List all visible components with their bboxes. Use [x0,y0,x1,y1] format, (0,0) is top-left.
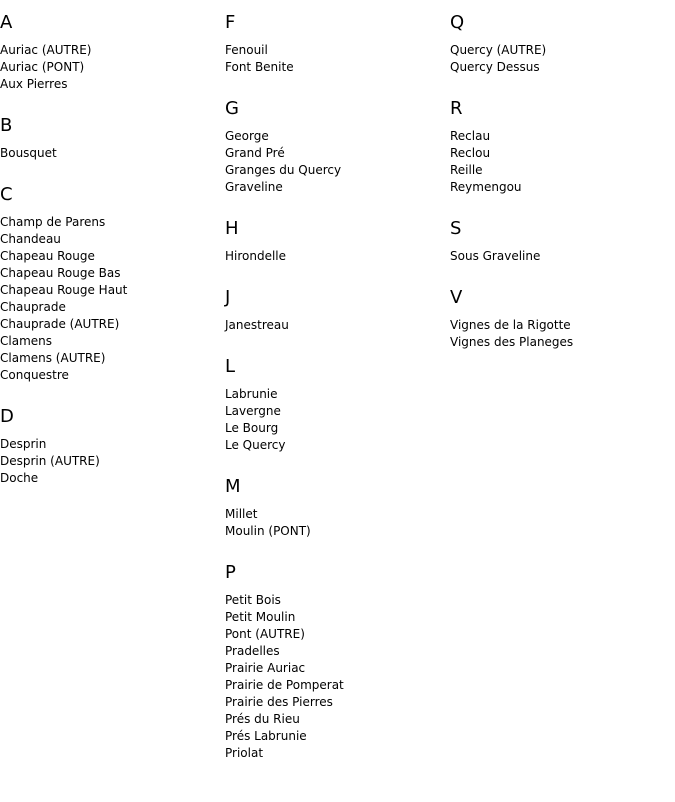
letter-group [0,184,225,384]
place-link[interactable]: Le Bourg [225,421,279,435]
index-column [225,12,450,784]
place-link[interactable]: Labrunie [225,387,278,401]
place-link[interactable]: Sous Graveline [450,249,541,263]
place-link[interactable]: Vignes de la Rigotte [450,318,571,332]
place-link[interactable]: Pradelles [225,644,280,658]
place-link[interactable]: Millet [225,507,258,521]
place-link[interactable]: Janestreau [225,318,289,332]
letter-heading: F [225,12,236,33]
letter-heading: B [0,115,13,136]
place-link[interactable]: Reclou [450,146,491,160]
letter-heading: G [225,98,239,119]
place-link[interactable]: Petit Bois [225,593,281,607]
place-link[interactable]: Lavergne [225,404,281,418]
place-link[interactable]: Chauprade (AUTRE) [0,317,120,331]
place-link[interactable]: Fenouil [225,43,268,57]
place-link[interactable]: Reille [450,163,483,177]
letter-heading: P [225,562,236,583]
place-link[interactable]: Prés du Rieu [225,712,300,726]
place-link[interactable]: Reymengou [450,180,522,194]
place-link[interactable]: Prés Labrunie [225,729,307,743]
place-link[interactable]: Chauprade [0,300,66,314]
place-link[interactable]: Conquestre [0,368,69,382]
place-link[interactable]: Chapeau Rouge Haut [0,283,128,297]
letter-group [225,356,450,454]
letter-group [225,476,450,540]
letter-heading: R [450,98,463,119]
letter-group [0,12,225,93]
letter-heading: S [450,218,462,239]
letter-group [225,287,450,334]
place-link[interactable]: Reclau [450,129,491,143]
letter-group [450,98,675,196]
place-link[interactable]: Graveline [225,180,283,194]
place-link[interactable]: Prairie des Pierres [225,695,333,709]
place-link[interactable]: Vignes des Planeges [450,335,574,349]
letter-heading: Q [450,12,465,33]
letter-heading: A [0,12,13,33]
place-link[interactable]: Pont (AUTRE) [225,627,305,641]
place-link[interactable]: Petit Moulin [225,610,296,624]
place-link[interactable]: Priolat [225,746,264,760]
place-link[interactable]: Aux Pierres [0,77,68,91]
place-link[interactable]: Champ de Parens [0,215,106,229]
letter-group [225,218,450,265]
place-link[interactable]: Bousquet [0,146,57,160]
place-link[interactable]: Auriac (AUTRE) [0,43,92,57]
place-link[interactable]: Desprin [0,437,47,451]
place-link[interactable]: Chapeau Rouge Bas [0,266,121,280]
letter-group [225,12,450,76]
place-link[interactable]: Le Quercy [225,438,286,452]
place-link[interactable]: Quercy Dessus [450,60,540,74]
place-link[interactable]: Moulin (PONT) [225,524,311,538]
place-link[interactable]: Clamens (AUTRE) [0,351,106,365]
index-column [0,12,225,509]
place-link[interactable]: Chapeau Rouge [0,249,95,263]
place-link[interactable]: Prairie de Pomperat [225,678,344,692]
letter-group [225,98,450,196]
letter-group [0,115,225,162]
place-link[interactable]: Grand Pré [225,146,285,160]
place-link[interactable]: Prairie Auriac [225,661,306,675]
index-column [450,12,675,373]
place-link[interactable]: Granges du Quercy [225,163,342,177]
letter-heading: V [450,287,463,308]
letter-heading: J [225,287,231,308]
place-link[interactable]: Auriac (PONT) [0,60,85,74]
place-link[interactable]: Chandeau [0,232,61,246]
place-link[interactable]: Clamens [0,334,52,348]
letter-heading: L [225,356,236,377]
letter-group [225,562,450,762]
letter-group [450,218,675,265]
letter-heading: D [0,406,14,427]
letter-heading: C [0,184,13,205]
place-link[interactable]: Quercy (AUTRE) [450,43,547,57]
place-link[interactable]: Hirondelle [225,249,287,263]
letter-group [0,406,225,487]
place-link[interactable]: Font Benite [225,60,294,74]
letter-heading: H [225,218,239,239]
place-link[interactable]: Doche [0,471,39,485]
place-link[interactable]: Desprin (AUTRE) [0,454,100,468]
letter-group [450,287,675,351]
place-link[interactable]: George [225,129,269,143]
letter-heading: M [225,476,241,497]
letter-group [450,12,675,76]
